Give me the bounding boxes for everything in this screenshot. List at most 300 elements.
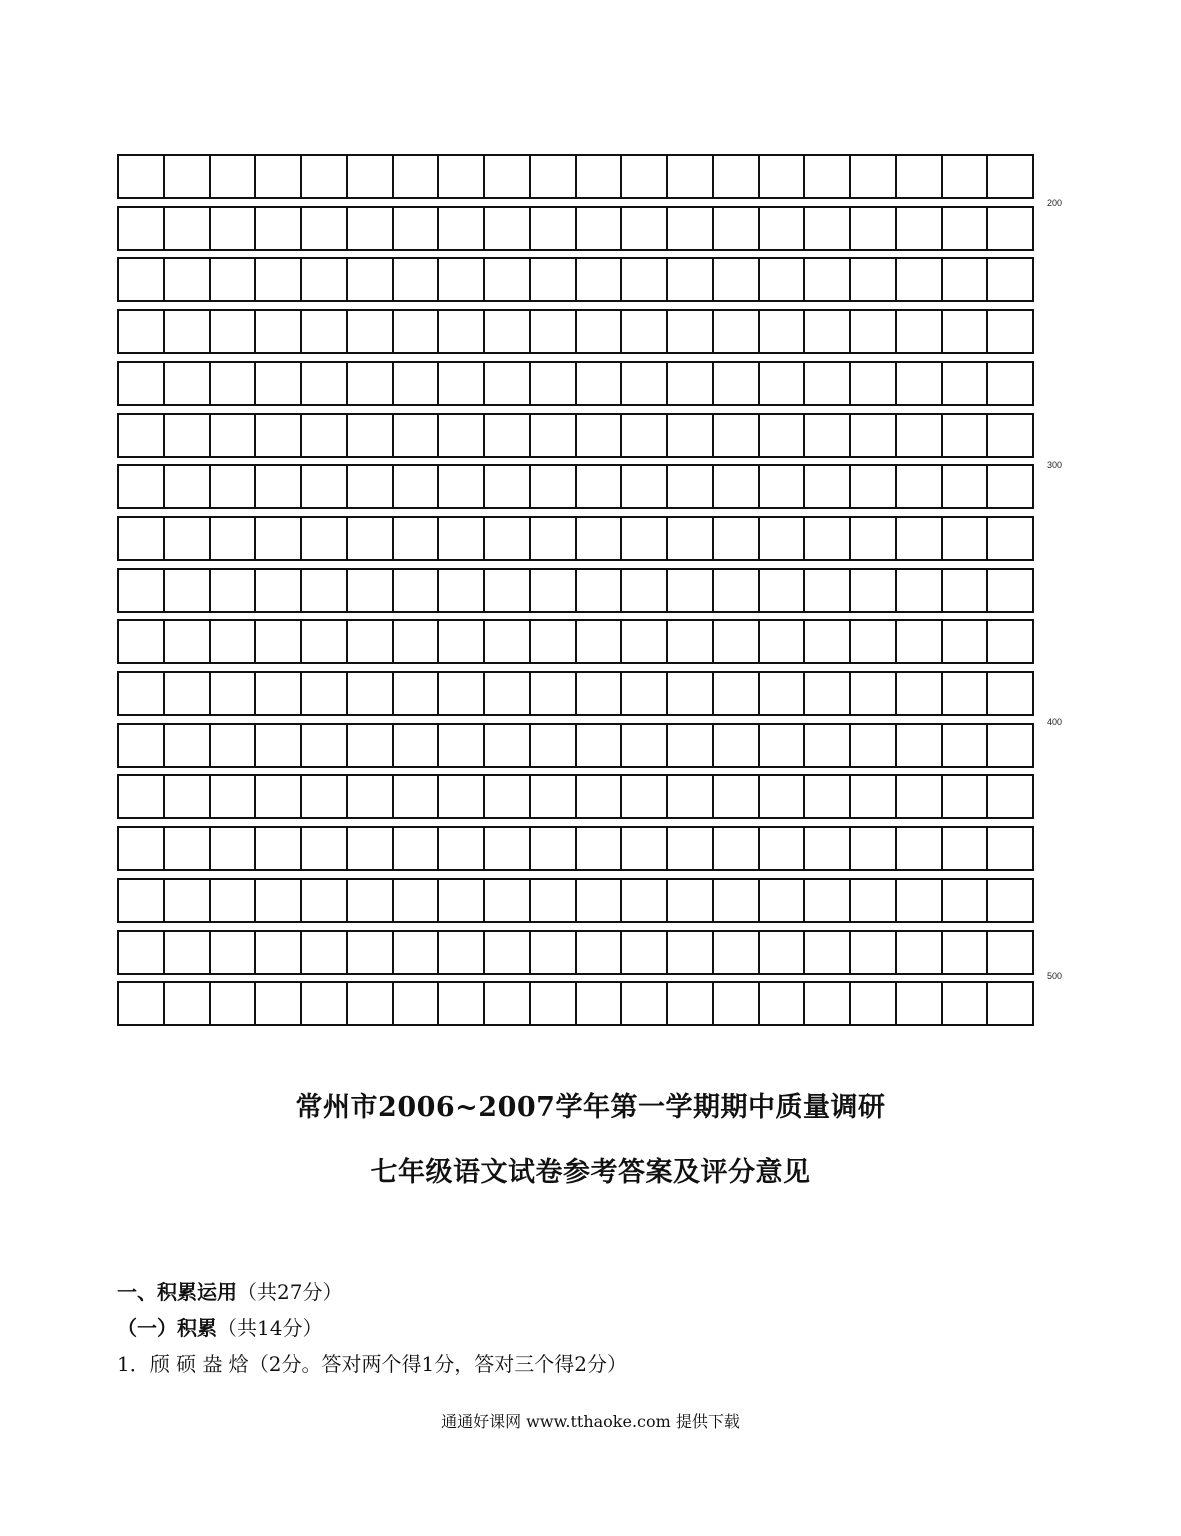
grid-cell — [758, 776, 804, 817]
grid-cell — [620, 828, 666, 869]
grid-cell — [483, 518, 529, 559]
grid-row — [117, 154, 1034, 199]
grid-cell — [895, 673, 941, 714]
grid-cell — [392, 311, 438, 352]
grid-cell — [483, 208, 529, 249]
grid-cell — [254, 725, 300, 766]
grid-cell — [620, 673, 666, 714]
grid-cell — [392, 983, 438, 1024]
grid-cell — [575, 208, 621, 249]
grid-cell — [119, 259, 163, 300]
grid-cell — [209, 208, 255, 249]
grid-cell — [575, 311, 621, 352]
grid-cell — [849, 518, 895, 559]
grid-cell — [849, 363, 895, 404]
grid-cell — [849, 880, 895, 921]
grid-cell — [712, 466, 758, 507]
grid-cell — [346, 880, 392, 921]
grid-cell — [620, 156, 666, 197]
page-title-line-1: 常州市2006~2007学年第一学期期中质量调研 — [295, 1092, 886, 1123]
grid-cell — [163, 932, 209, 973]
grid-cell — [941, 311, 987, 352]
grid-cell — [300, 621, 346, 662]
grid-cell — [163, 983, 209, 1024]
grid-cell — [666, 311, 712, 352]
grid-cell — [529, 311, 575, 352]
grid-cell — [300, 776, 346, 817]
grid-cell — [392, 466, 438, 507]
grid-cell — [849, 828, 895, 869]
grid-cell — [119, 932, 163, 973]
grid-cell — [529, 208, 575, 249]
grid-cell — [209, 466, 255, 507]
grid-cell — [119, 311, 163, 352]
grid-cell — [209, 776, 255, 817]
grid-cell — [941, 673, 987, 714]
grid-cell — [575, 880, 621, 921]
grid-cell — [712, 725, 758, 766]
grid-cell — [666, 466, 712, 507]
grid-cell — [300, 311, 346, 352]
item-answer: 颀 硕 盎 焓 — [149, 1352, 249, 1376]
grid-cell — [209, 415, 255, 456]
grid-cell — [483, 415, 529, 456]
grid-cell — [849, 725, 895, 766]
grid-cell — [119, 570, 163, 611]
grid-cell — [666, 725, 712, 766]
grid-cell — [119, 828, 163, 869]
grid-cell — [986, 673, 1032, 714]
grid-cell — [483, 363, 529, 404]
grid-cell — [437, 156, 483, 197]
grid-cell — [758, 880, 804, 921]
grid-cell — [712, 259, 758, 300]
grid-cell — [803, 311, 849, 352]
grid-cell — [620, 259, 666, 300]
grid-cell — [483, 932, 529, 973]
grid-cell — [163, 415, 209, 456]
section-title: 一、积累运用 — [117, 1280, 237, 1304]
grid-cell — [986, 156, 1032, 197]
grid-cell — [529, 932, 575, 973]
grid-cell — [986, 518, 1032, 559]
subsection-score: （共14分） — [217, 1316, 323, 1340]
grid-cell — [209, 363, 255, 404]
grid-cell — [620, 415, 666, 456]
grid-cell — [119, 725, 163, 766]
grid-cell — [529, 259, 575, 300]
grid-cell — [666, 208, 712, 249]
grid-cell — [620, 518, 666, 559]
grid-cell — [209, 828, 255, 869]
grid-cell — [986, 466, 1032, 507]
grid-cell — [346, 415, 392, 456]
grid-row — [117, 930, 1034, 975]
grid-cell — [119, 208, 163, 249]
grid-cell — [392, 776, 438, 817]
grid-cell — [803, 828, 849, 869]
grid-cell — [346, 983, 392, 1024]
grid-cell — [529, 621, 575, 662]
grid-cell — [300, 156, 346, 197]
grid-cell — [849, 415, 895, 456]
grid-cell — [803, 466, 849, 507]
grid-cell — [529, 673, 575, 714]
grid-cell — [254, 363, 300, 404]
grid-cell — [620, 725, 666, 766]
grid-cell — [575, 828, 621, 869]
grid-cell — [575, 570, 621, 611]
grid-cell — [437, 415, 483, 456]
grid-cell — [119, 880, 163, 921]
grid-cell — [300, 415, 346, 456]
grid-cell — [712, 880, 758, 921]
grid-cell — [666, 570, 712, 611]
grid-cell — [209, 156, 255, 197]
grid-cell — [895, 208, 941, 249]
grid-cell — [941, 570, 987, 611]
grid-cell — [941, 725, 987, 766]
grid-cell — [209, 621, 255, 662]
grid-cell — [849, 311, 895, 352]
grid-cell — [666, 932, 712, 973]
grid-cell — [758, 828, 804, 869]
grid-cell — [163, 518, 209, 559]
section-heading — [117, 1276, 342, 1305]
grid-cell — [437, 880, 483, 921]
grid-row — [117, 671, 1034, 716]
subsection-heading — [117, 1312, 322, 1341]
grid-cell — [666, 156, 712, 197]
grid-cell — [209, 518, 255, 559]
grid-cell — [803, 673, 849, 714]
grid-cell — [986, 208, 1032, 249]
grid-cell — [483, 311, 529, 352]
grid-cell — [437, 725, 483, 766]
grid-cell — [346, 466, 392, 507]
grid-cell — [437, 259, 483, 300]
grid-cell — [346, 673, 392, 714]
grid-cell — [575, 983, 621, 1024]
grid-cell — [620, 570, 666, 611]
grid-cell — [254, 415, 300, 456]
grid-cell — [895, 570, 941, 611]
grid-cell — [986, 725, 1032, 766]
grid-cell — [620, 363, 666, 404]
grid-cell — [986, 259, 1032, 300]
grid-cell — [437, 311, 483, 352]
grid-cell — [941, 932, 987, 973]
grid-cell — [254, 466, 300, 507]
grid-cell — [849, 259, 895, 300]
grid-cell — [119, 518, 163, 559]
grid-cell — [346, 932, 392, 973]
grid-cell — [712, 673, 758, 714]
grid-cell — [163, 363, 209, 404]
subsection-title: （一）积累 — [117, 1316, 217, 1340]
grid-cell — [758, 363, 804, 404]
grid-cell — [803, 363, 849, 404]
count-marker-400: 400 — [1047, 717, 1063, 727]
grid-cell — [712, 415, 758, 456]
grid-cell — [849, 570, 895, 611]
grid-cell — [300, 363, 346, 404]
grid-cell — [712, 570, 758, 611]
grid-cell — [392, 880, 438, 921]
grid-cell — [712, 518, 758, 559]
grid-cell — [575, 156, 621, 197]
grid-row — [117, 981, 1034, 1026]
grid-cell — [803, 880, 849, 921]
grid-cell — [941, 208, 987, 249]
grid-cell — [163, 673, 209, 714]
count-marker-300: 300 — [1047, 460, 1063, 470]
grid-cell — [758, 518, 804, 559]
grid-cell — [209, 259, 255, 300]
grid-cell — [392, 725, 438, 766]
grid-cell — [437, 208, 483, 249]
grid-cell — [986, 311, 1032, 352]
grid-cell — [620, 880, 666, 921]
grid-row — [117, 206, 1034, 251]
section-score: （共27分） — [237, 1280, 343, 1304]
grid-cell — [575, 518, 621, 559]
grid-cell — [712, 363, 758, 404]
grid-cell — [620, 932, 666, 973]
grid-cell — [209, 311, 255, 352]
grid-cell — [666, 621, 712, 662]
grid-cell — [895, 259, 941, 300]
grid-cell — [712, 983, 758, 1024]
grid-cell — [895, 880, 941, 921]
grid-cell — [575, 621, 621, 662]
grid-cell — [300, 518, 346, 559]
grid-cell — [346, 363, 392, 404]
grid-cell — [758, 311, 804, 352]
grid-cell — [254, 776, 300, 817]
grid-cell — [986, 363, 1032, 404]
grid-cell — [895, 621, 941, 662]
grid-cell — [849, 932, 895, 973]
grid-cell — [346, 156, 392, 197]
grid-cell — [986, 570, 1032, 611]
grid-row — [117, 309, 1034, 354]
grid-cell — [483, 828, 529, 869]
grid-cell — [758, 466, 804, 507]
grid-cell — [437, 621, 483, 662]
grid-row — [117, 723, 1034, 768]
grid-cell — [986, 621, 1032, 662]
grid-cell — [392, 208, 438, 249]
grid-cell — [941, 466, 987, 507]
grid-cell — [666, 363, 712, 404]
grid-cell — [300, 932, 346, 973]
grid-cell — [575, 363, 621, 404]
grid-cell — [941, 983, 987, 1024]
grid-cell — [529, 880, 575, 921]
grid-cell — [483, 983, 529, 1024]
grid-cell — [803, 725, 849, 766]
grid-cell — [758, 983, 804, 1024]
grid-cell — [712, 776, 758, 817]
grid-cell — [575, 776, 621, 817]
item-number: 1． — [117, 1352, 150, 1376]
grid-cell — [392, 570, 438, 611]
grid-cell — [803, 570, 849, 611]
grid-cell — [437, 363, 483, 404]
grid-cell — [119, 983, 163, 1024]
grid-cell — [758, 156, 804, 197]
grid-cell — [941, 621, 987, 662]
grid-cell — [895, 466, 941, 507]
grid-cell — [483, 259, 529, 300]
item-scoring-note: （2分。答对两个得1分，答对三个得2分） — [248, 1352, 627, 1376]
grid-row — [117, 257, 1034, 302]
grid-row — [117, 826, 1034, 871]
grid-cell — [895, 725, 941, 766]
grid-cell — [483, 621, 529, 662]
grid-cell — [529, 725, 575, 766]
grid-cell — [437, 466, 483, 507]
grid-cell — [254, 673, 300, 714]
grid-cell — [392, 415, 438, 456]
grid-cell — [941, 363, 987, 404]
grid-cell — [666, 415, 712, 456]
grid-cell — [941, 415, 987, 456]
grid-cell — [575, 725, 621, 766]
grid-cell — [529, 466, 575, 507]
grid-cell — [300, 673, 346, 714]
grid-cell — [300, 466, 346, 507]
grid-cell — [209, 932, 255, 973]
grid-cell — [437, 673, 483, 714]
grid-row — [117, 413, 1034, 458]
grid-cell — [666, 880, 712, 921]
grid-cell — [895, 932, 941, 973]
grid-cell — [758, 208, 804, 249]
grid-cell — [758, 259, 804, 300]
grid-cell — [758, 932, 804, 973]
grid-cell — [620, 983, 666, 1024]
grid-row — [117, 878, 1034, 923]
grid-cell — [483, 156, 529, 197]
grid-cell — [895, 518, 941, 559]
grid-cell — [895, 156, 941, 197]
grid-cell — [163, 880, 209, 921]
grid-cell — [758, 673, 804, 714]
grid-cell — [437, 518, 483, 559]
grid-cell — [712, 311, 758, 352]
grid-row — [117, 516, 1034, 561]
grid-cell — [620, 466, 666, 507]
grid-row — [117, 361, 1034, 406]
grid-cell — [529, 776, 575, 817]
grid-cell — [254, 932, 300, 973]
grid-cell — [758, 621, 804, 662]
grid-cell — [119, 621, 163, 662]
grid-cell — [346, 259, 392, 300]
grid-cell — [666, 983, 712, 1024]
grid-cell — [666, 828, 712, 869]
grid-cell — [986, 983, 1032, 1024]
grid-cell — [986, 932, 1032, 973]
grid-cell — [575, 415, 621, 456]
grid-cell — [529, 415, 575, 456]
grid-cell — [254, 828, 300, 869]
grid-cell — [803, 208, 849, 249]
grid-cell — [392, 363, 438, 404]
grid-cell — [849, 466, 895, 507]
answer-item — [117, 1348, 627, 1377]
grid-cell — [300, 570, 346, 611]
grid-row — [117, 464, 1034, 509]
grid-cell — [437, 932, 483, 973]
grid-cell — [254, 259, 300, 300]
grid-cell — [849, 983, 895, 1024]
grid-cell — [712, 208, 758, 249]
grid-row — [117, 774, 1034, 819]
grid-cell — [119, 776, 163, 817]
grid-cell — [437, 570, 483, 611]
grid-cell — [986, 828, 1032, 869]
grid-cell — [300, 828, 346, 869]
grid-cell — [758, 415, 804, 456]
grid-cell — [346, 518, 392, 559]
grid-cell — [300, 983, 346, 1024]
grid-cell — [392, 621, 438, 662]
grid-cell — [163, 776, 209, 817]
grid-cell — [254, 570, 300, 611]
grid-cell — [254, 621, 300, 662]
grid-cell — [758, 725, 804, 766]
grid-cell — [254, 311, 300, 352]
grid-cell — [529, 363, 575, 404]
grid-cell — [849, 673, 895, 714]
grid-cell — [300, 725, 346, 766]
grid-cell — [803, 415, 849, 456]
grid-cell — [986, 776, 1032, 817]
grid-cell — [529, 518, 575, 559]
grid-cell — [119, 466, 163, 507]
grid-cell — [346, 311, 392, 352]
grid-cell — [119, 363, 163, 404]
grid-cell — [346, 776, 392, 817]
grid-cell — [209, 570, 255, 611]
grid-cell — [437, 776, 483, 817]
grid-cell — [803, 776, 849, 817]
grid-cell — [163, 156, 209, 197]
grid-cell — [483, 673, 529, 714]
grid-cell — [346, 725, 392, 766]
grid-cell — [209, 725, 255, 766]
grid-cell — [300, 259, 346, 300]
grid-cell — [163, 621, 209, 662]
grid-cell — [941, 776, 987, 817]
grid-cell — [529, 156, 575, 197]
count-marker-500: 500 — [1047, 971, 1063, 981]
grid-cell — [712, 156, 758, 197]
grid-cell — [392, 673, 438, 714]
grid-row — [117, 619, 1034, 664]
grid-cell — [483, 570, 529, 611]
grid-row — [117, 568, 1034, 613]
grid-cell — [119, 673, 163, 714]
grid-cell — [849, 156, 895, 197]
grid-cell — [392, 156, 438, 197]
grid-cell — [941, 828, 987, 869]
grid-cell — [620, 311, 666, 352]
grid-cell — [666, 776, 712, 817]
